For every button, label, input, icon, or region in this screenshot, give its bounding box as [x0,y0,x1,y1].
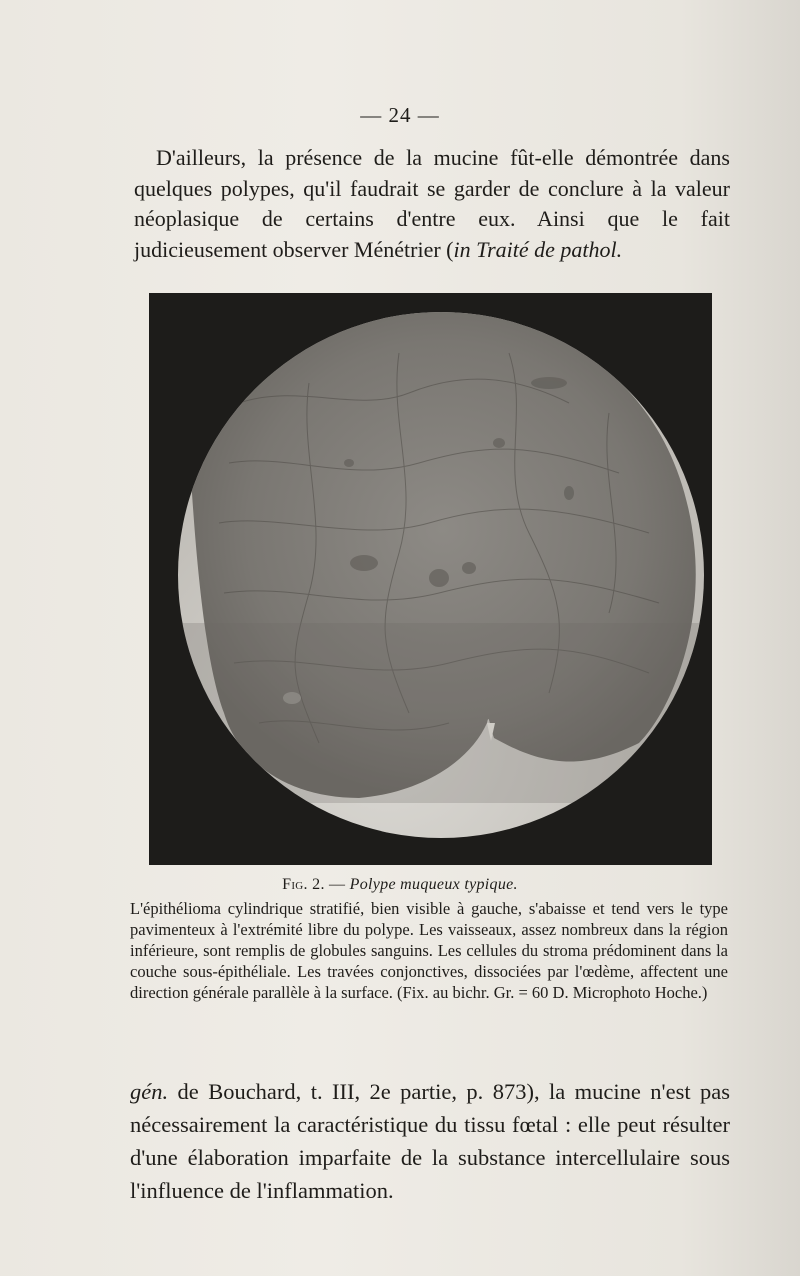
paragraph-bottom-text: de Bouchard, t. III, 2e partie, p. 873), la mucine n'est pas nécessairement la caractéristique du tissu fœtal : elle peut résulter d'une élaboration imparfaite de la substance intercellulaire sous l'influence de l'inflammation. [130,1079,730,1203]
figure-caption-title [0,876,800,894]
figure-dash: — [324,876,350,893]
paragraph-top [134,143,730,265]
paragraph-bottom-citation: gén. [130,1079,169,1104]
figure-label: Fig. 2. [282,876,325,893]
page-number: — 24 — [360,103,440,127]
figure-caption-text: L'épithélioma cylindrique stratifié, bien visible à gauche, s'abaisse et tend vers le type pavimenteux à l'extrémité libre du polype. Les vaisseaux, assez nombreux dans la région inférieure, sont remplis de globules sanguins. Les cellules du stroma prédominent dans la couche sous-épithéliale. Les travées conjonctives, dissociées par l'œdème, affectent une direction générale parallèle à la surface. (Fix. au bichr. Gr. = 60 D. Microphoto Hoche.) [130,899,728,1002]
paragraph-top-text: D'ailleurs, la présence de la mucine fût-elle démontrée dans quelques polypes, qu'il faudrait se garder de conclure à la valeur néoplasique de certains d'entre eux. Ainsi que le fait judicieusement observer Ménétrier ( [134,145,730,262]
micrograph-figure [149,293,712,865]
figure-title: Polype muqueux typique. [349,876,518,893]
paragraph-bottom [130,1075,730,1207]
micrograph-image [149,293,712,865]
paragraph-top-citation: in Traité de pathol. [453,236,623,262]
